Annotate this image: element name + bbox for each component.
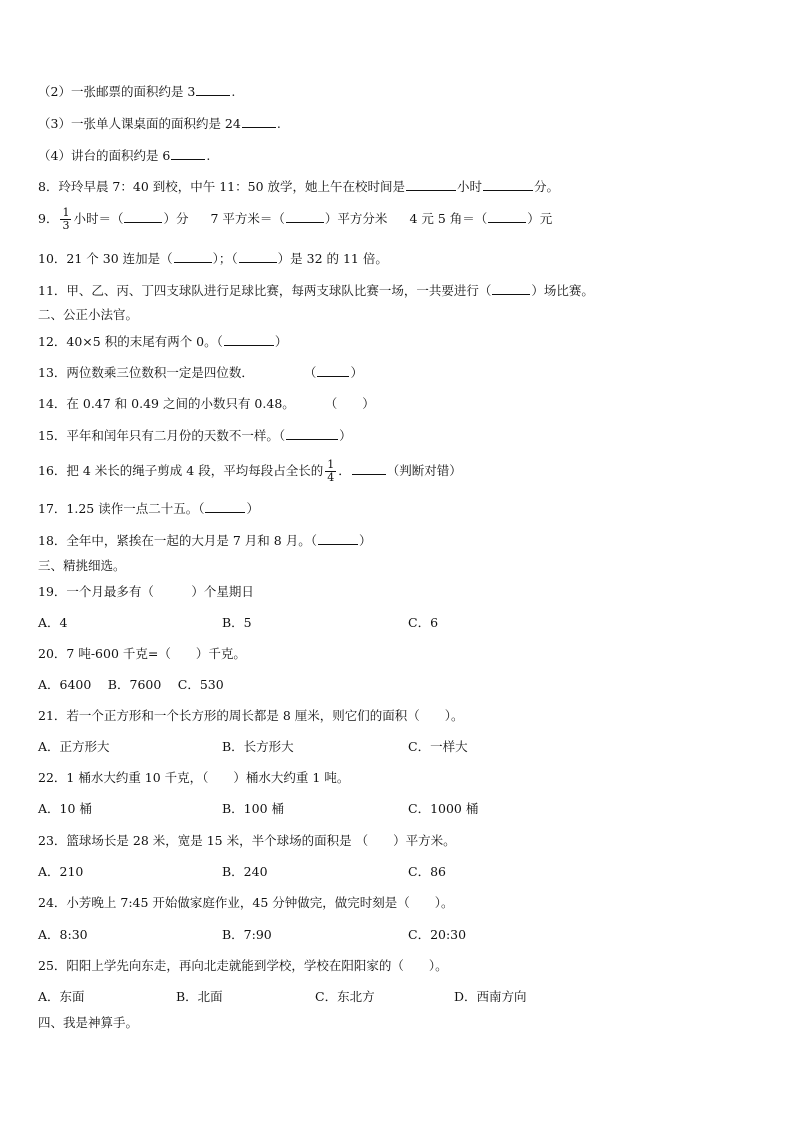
answer-blank[interactable] [286, 426, 338, 440]
answer-blank[interactable] [196, 82, 230, 96]
section-heading-3: 三、精挑细选。 [38, 558, 126, 573]
question-21: 21．若一个正方形和一个长方形的周长都是 8 厘米，则它们的面积（ ）。 [38, 708, 464, 723]
option-a[interactable]: A．正方形大 [38, 739, 110, 754]
option-a[interactable]: A．10 桶 [38, 801, 92, 816]
fraction: $\frac{1}{4}$ [327, 458, 335, 484]
question-14: 14．在 0.47 和 0.49 之间的小数只有 0.48。 （ ） [38, 396, 375, 411]
option-d[interactable]: D．西南方向 [454, 989, 527, 1004]
question-13: 13．两位数乘三位数积一定是四位数． （ ） [38, 365, 363, 380]
section-heading-4: 四、我是神算手。 [38, 1015, 139, 1030]
answer-blank[interactable] [492, 281, 530, 295]
section-heading-2: 二、公正小法官。 [38, 307, 139, 322]
question-17: 17．1.25 读作一点二十五。（ ） [38, 501, 259, 516]
item-4: （4）讲台的面积约是 6 . [38, 148, 211, 163]
answer-blank[interactable] [488, 209, 526, 223]
option-b[interactable]: B．7:90 [222, 927, 272, 942]
answer-blank[interactable] [352, 461, 386, 475]
question-24: 24．小芳晚上 7:45 开始做家庭作业，45 分钟做完，做完时刻是（ ）。 [38, 895, 454, 910]
question-15: 15．平年和闰年只有二月份的天数不一样。（ ） [38, 428, 352, 443]
question-16: 16．把 4 米长的绳子剪成 4 段，平均每段占全长的 $\frac{1}{4}$ ． （判断对错） [38, 458, 462, 484]
question-18: 18．全年中，紧挨在一起的大月是 7 月和 8 月。（ ） [38, 533, 372, 548]
option-b[interactable]: B．5 [222, 615, 252, 630]
option-a[interactable]: A．4 [38, 615, 68, 630]
option-c[interactable]: C．1000 桶 [408, 801, 479, 816]
answer-blank[interactable] [318, 531, 358, 545]
question-10: 10．21 个 30 连加是（ ）；（ ）是 32 的 11 倍。 [38, 251, 388, 266]
options-inline[interactable]: A．6400 B．7600 C．530 [38, 677, 224, 692]
question-20: 20．7 吨-600 千克=（ ）千克。 [38, 646, 246, 661]
answer-blank[interactable] [205, 499, 245, 513]
question-23: 23．篮球场长是 28 米，宽是 15 米，半个球场的面积是 （ ）平方米。 [38, 833, 456, 848]
question-12: 12．40×5 积的末尾有两个 0。（ ） [38, 334, 288, 349]
answer-blank[interactable] [483, 177, 533, 191]
answer-blank[interactable] [317, 363, 349, 377]
answer-blank[interactable] [224, 332, 274, 346]
question-11: 11．甲、乙、丙、丁四支球队进行足球比赛，每两支球队比赛一场，一共要进行（ ）场比赛。 [38, 283, 594, 298]
answer-blank[interactable] [174, 249, 212, 263]
answer-blank[interactable] [239, 249, 277, 263]
option-c[interactable]: C．一样大 [408, 739, 468, 754]
question-25: 25．阳阳上学先向东走，再向北走就能到学校，学校在阳阳家的（ ）。 [38, 958, 448, 973]
option-c[interactable]: C．20:30 [408, 927, 467, 942]
option-b[interactable]: B．100 桶 [222, 801, 285, 816]
option-a[interactable]: A．210 [38, 864, 84, 879]
item-3-text: （3）一张单人课桌面的面积约是 24 [38, 116, 241, 131]
option-b[interactable]: B．北面 [176, 989, 223, 1004]
option-a[interactable]: A．8:30 [38, 927, 88, 942]
item-4-text: （4）讲台的面积约是 6 [38, 148, 171, 163]
question-8: 8．玲玲早晨 7：40 到校，中午 11：50 放学，她上午在校时间是 小时 分。 [38, 179, 560, 194]
option-b[interactable]: B．240 [222, 864, 268, 879]
option-a[interactable]: A．东面 [38, 989, 85, 1004]
answer-bracket[interactable]: （ ） [324, 396, 375, 411]
item-2-text: （2）一张邮票的面积约是 3 [38, 84, 196, 99]
question-19: 19．一个月最多有（ ）个星期日 [38, 584, 254, 599]
question-9: 9． $\frac{1}{3}$ 小时＝（ ）分 7 平方米＝（ ）平方分米 4 元 5 角＝（ ）元 [38, 206, 553, 232]
item-2: （2）一张邮票的面积约是 3 . [38, 84, 236, 99]
answer-blank[interactable] [171, 146, 205, 160]
answer-blank[interactable] [124, 209, 162, 223]
option-c[interactable]: C．东北方 [315, 989, 375, 1004]
answer-blank[interactable] [406, 177, 456, 191]
answer-blank[interactable] [242, 114, 276, 128]
option-c[interactable]: C．6 [408, 615, 439, 630]
option-b[interactable]: B．长方形大 [222, 739, 294, 754]
item-3: （3）一张单人课桌面的面积约是 24 . [38, 116, 281, 131]
question-22: 22．1 桶水大约重 10 千克，（ ）桶水大约重 1 吨。 [38, 770, 350, 785]
answer-blank[interactable] [286, 209, 324, 223]
option-c[interactable]: C．86 [408, 864, 446, 879]
fraction: $\frac{1}{3}$ [62, 206, 70, 232]
